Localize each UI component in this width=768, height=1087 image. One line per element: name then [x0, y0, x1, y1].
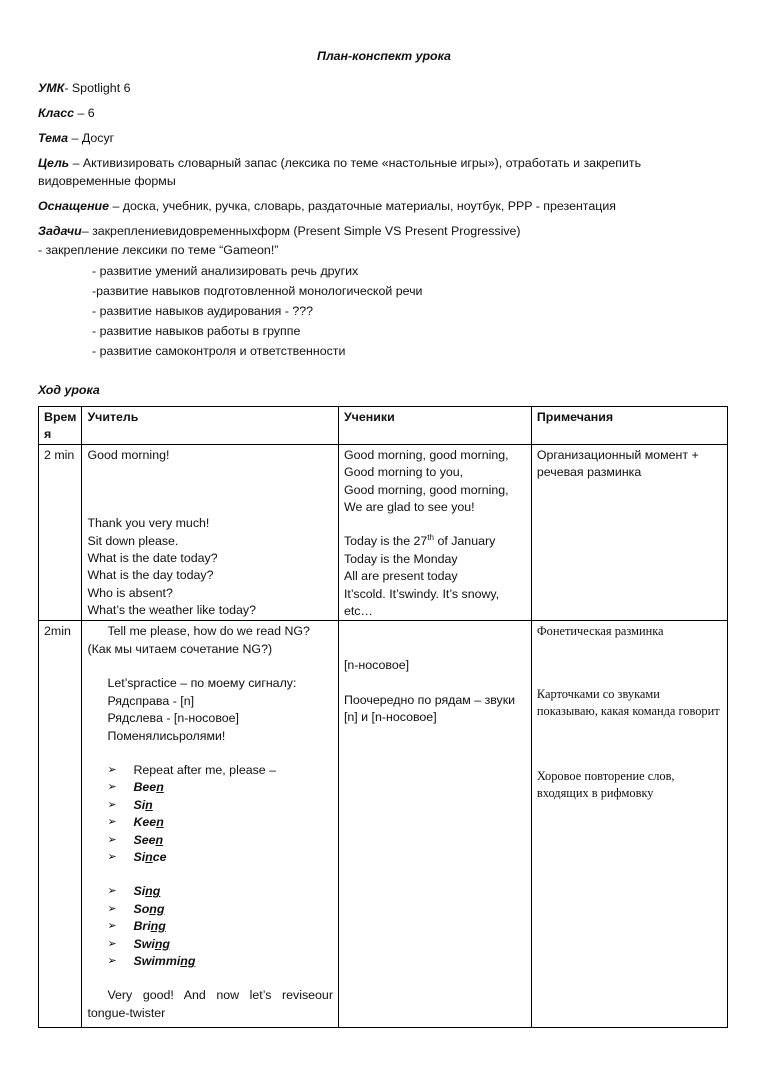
- arrow-bullet-icon: ➢: [107, 763, 117, 776]
- arrow-bullet-icon: ➢: [107, 954, 117, 967]
- class-line: [38, 104, 728, 122]
- teacher-question-translation: (Как мы читаем сочетание NG?): [87, 641, 273, 656]
- tasks-label: Задачи: [38, 224, 82, 238]
- table-row: [39, 621, 728, 1028]
- task-item: -развитие навыков подготовленной монологической речи: [92, 284, 423, 298]
- row2-notes: [531, 621, 727, 1028]
- topic-label: Тема: [38, 131, 69, 145]
- list-item: ➢ Since: [87, 849, 333, 866]
- topic-line: [38, 129, 728, 147]
- class-value: – 6: [74, 106, 95, 120]
- teacher-practice: Рядсправа - [n]: [107, 693, 195, 708]
- list-item: ➢ Sing: [87, 883, 333, 900]
- student-line: etc…: [343, 604, 373, 619]
- list-item: ➢ Song: [87, 901, 333, 918]
- list-item: ➢ Repeat after me, please –: [87, 762, 333, 779]
- student-date-line: [344, 533, 526, 550]
- umk-value: - Spotlight 6: [64, 81, 131, 95]
- goal-value: – Активизировать словарный запас (лексика по теме «настольные игры»), отработать и закрепить: [69, 156, 642, 170]
- student-line: Good morning, good morning,: [343, 482, 509, 497]
- repeat-list: [87, 762, 333, 866]
- student-line: All are present today: [343, 569, 458, 584]
- topic-value: – Досуг: [68, 131, 115, 145]
- header-time: Врем я: [39, 407, 82, 445]
- row1-teacher: [82, 444, 339, 621]
- goal-label: Цель: [38, 156, 70, 170]
- tasks-value: – закреплениевидовременныхформ (Present Simple VS Present Progressive): [81, 224, 521, 238]
- list-item: ➢ Swimming: [87, 953, 333, 970]
- task-item: - развитие самоконтроля и ответственности: [92, 344, 346, 358]
- umk-line: [38, 79, 728, 97]
- teacher-line: Sit down please.: [87, 533, 179, 548]
- table-header-row: [39, 407, 728, 445]
- list-item: ➢ Bring: [87, 918, 333, 935]
- list-item: ➢ Sin: [87, 797, 333, 814]
- row1-notes: Организационный момент + речевая разминка: [531, 444, 727, 621]
- teacher-practice: Рядслева - [n-носовое]: [107, 711, 239, 726]
- task-item: - развитие навыков аудирования - ???: [92, 304, 313, 318]
- equipment-value: – доска, учебник, ручка, словарь, раздаточные материалы, ноутбук, PPP - презентация: [109, 199, 616, 213]
- row2-students: [338, 621, 531, 1028]
- note-phonetic: Фонетическая разминка: [536, 624, 664, 639]
- student-line: Today is the Monday: [343, 551, 458, 566]
- date-suffix: th: [427, 533, 434, 543]
- umk-label: УМК: [38, 81, 65, 95]
- progress-heading: Ход урока: [38, 383, 100, 397]
- goal-line: [38, 154, 728, 172]
- teacher-line: What’s the weather like today?: [87, 603, 256, 618]
- teacher-line: What is the day today?: [87, 568, 214, 583]
- repeat-list-ng: [87, 883, 333, 970]
- equipment-line: [38, 197, 728, 215]
- header-teacher: Учитель: [82, 407, 339, 445]
- teacher-practice: Поменялисьролями!: [107, 728, 226, 743]
- student-answer: [n-носовое]: [343, 658, 410, 673]
- row1-students: [338, 444, 531, 621]
- list-item: ➢ Seen: [87, 832, 333, 849]
- arrow-bullet-icon: ➢: [107, 902, 117, 915]
- teacher-question: Tell me please, how do we read NG?: [107, 624, 310, 639]
- goal-line-2: видовременные формы: [38, 174, 176, 188]
- row2-time: 2min: [39, 621, 82, 1028]
- table-row: [39, 444, 728, 621]
- teacher-greeting: Good morning!: [87, 447, 170, 462]
- arrow-bullet-icon: ➢: [107, 816, 117, 829]
- teacher-line: Thank you very much!: [87, 516, 210, 531]
- arrow-bullet-icon: ➢: [107, 833, 117, 846]
- arrow-bullet-icon: ➢: [107, 781, 117, 794]
- arrow-bullet-icon: ➢: [107, 920, 117, 933]
- teacher-line: What is the date today?: [87, 551, 218, 566]
- note-chorus: Хоровое повторение слов, входящих в рифмовку: [536, 768, 675, 801]
- tasks-line: [38, 222, 728, 240]
- student-line: It’scold. It’swindy. It’s snowy,: [343, 586, 500, 601]
- note-cards: Карточками со звуками показываю, какая команда говорит: [536, 686, 720, 719]
- tasks-line-2: - закрепление лексики по теме “Gameon!”: [38, 243, 279, 257]
- teacher-closing: Very good! And now let’s reviseour tongue-twister: [87, 988, 333, 1020]
- list-item: ➢ Been: [87, 779, 333, 796]
- arrow-bullet-icon: ➢: [107, 885, 117, 898]
- header-notes: Примечания: [531, 407, 727, 445]
- task-item: - развитие умений анализировать речь других: [92, 264, 359, 278]
- student-line: We are glad to see you!: [343, 500, 475, 515]
- teacher-practice: Let’spractice – по моему сигналу:: [107, 676, 297, 691]
- document-title: План-конспект урока: [317, 49, 451, 63]
- class-label: Класс: [38, 106, 74, 120]
- arrow-bullet-icon: ➢: [107, 798, 117, 811]
- list-item: ➢ Keen: [87, 814, 333, 831]
- arrow-bullet-icon: ➢: [107, 850, 117, 863]
- row1-time: 2 min: [39, 444, 82, 621]
- student-line: Good morning to you,: [343, 465, 464, 480]
- teacher-line: Who is absent?: [87, 585, 173, 600]
- row2-teacher: [82, 621, 339, 1028]
- student-line: Good morning, good morning,: [343, 447, 509, 462]
- header-students: Ученики: [338, 407, 531, 445]
- list-item: ➢ Swing: [87, 936, 333, 953]
- arrow-bullet-icon: ➢: [107, 937, 117, 950]
- date-month: of January: [434, 534, 496, 549]
- date-text: Today is the 27: [343, 534, 428, 549]
- task-item: - развитие навыков работы в группе: [92, 324, 301, 338]
- student-answer: Поочередно по рядам – звуки [n] и [n-носовое]: [343, 692, 516, 725]
- equipment-label: Оснащение: [38, 199, 110, 213]
- lesson-table: [38, 406, 728, 1028]
